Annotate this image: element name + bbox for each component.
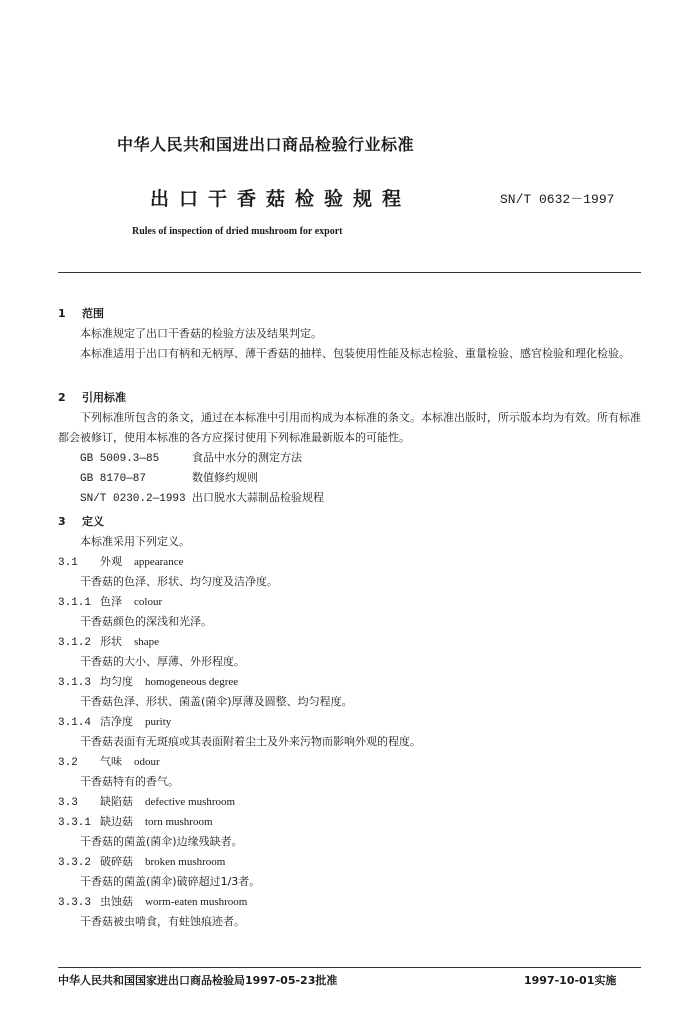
- definition-description: 干香菇的色泽、形状、均匀度及洁净度。: [80, 575, 278, 588]
- organization-title: 中华人民共和国进出口商品检验行业标准: [117, 135, 415, 154]
- definition-term: [58, 592, 648, 612]
- definition-term: [58, 712, 648, 732]
- definition-term-zh: 破碎菇: [100, 855, 133, 868]
- reference-title: 出口脱水大蒜制品检验规程: [192, 491, 324, 504]
- definition-term: [58, 672, 648, 692]
- document-title: 出口干香菇检验规程: [150, 188, 412, 210]
- definition-term: [58, 892, 648, 912]
- definition-term-zh: 缺陷菇: [100, 795, 133, 808]
- section-title: 范围: [82, 307, 104, 320]
- definition-description: 干香菇特有的香气。: [80, 775, 179, 788]
- effective-date: 1997-10-01实施: [524, 974, 617, 987]
- section-heading: [58, 388, 648, 408]
- definition-term-en: appearance: [134, 556, 184, 568]
- definition-term-zh: 形状: [100, 635, 122, 648]
- definition-term-en: defective mushroom: [145, 796, 236, 808]
- section-heading: [58, 512, 648, 532]
- definition-term-zh: 外观: [100, 555, 122, 568]
- definition-term-en: torn mushroom: [145, 816, 213, 828]
- definition-term-zh: 均匀度: [100, 675, 133, 688]
- definition-term-en: shape: [134, 636, 160, 648]
- reference-title: 食品中水分的测定方法: [192, 451, 302, 464]
- paragraph: 本标准采用下列定义。: [80, 535, 190, 548]
- definition-term-en: homogeneous degree: [145, 676, 239, 688]
- footer-divider: [58, 967, 641, 968]
- paragraph: 下列标准所包含的条文，通过在本标准中引用而构成为本标准的条文。本标准出版时，所示版本均为有效。所有标准都会被修订，使用本标准的各方应探讨使用下列标准最新版本的可能性。: [58, 411, 641, 444]
- reference-item: [58, 448, 648, 468]
- definition-term-zh: 色泽: [100, 595, 122, 608]
- definition-term-en: worm-eaten mushroom: [145, 896, 248, 908]
- section-number: 2: [58, 391, 66, 404]
- definition-description: 干香菇被虫啃食，有蛀蚀痕迹者。: [80, 915, 245, 928]
- definition-number: 3.3.3: [58, 897, 92, 909]
- paragraph: 本标准规定了出口干香菇的检验方法及结果判定。: [80, 327, 322, 340]
- section-title: 引用标准: [82, 391, 126, 404]
- document-body: [58, 300, 648, 932]
- definition-term: [58, 752, 648, 772]
- section-references: [58, 388, 648, 508]
- definition-number: 3.1: [58, 557, 78, 569]
- definition-term: [58, 812, 648, 832]
- section-scope: [58, 304, 648, 384]
- reference-item: [58, 468, 648, 488]
- reference-code: GB 5009.3—85: [80, 453, 160, 465]
- section-title: 定义: [82, 515, 104, 528]
- definition-description: 干香菇的菌盖(菌伞)破碎超过1/3者。: [80, 875, 261, 888]
- definition-description: 干香菇颜色的深浅和光泽。: [80, 615, 212, 628]
- definition-term-en: purity: [145, 716, 172, 728]
- section-definitions: [58, 512, 648, 932]
- reference-code: SN/T 0230.2—1993: [80, 493, 186, 505]
- paragraph: 本标准适用于出口有柄和无柄厚、薄干香菇的抽样、包装使用性能及标志检验、重量检验、感官检验和理化检验。: [80, 347, 630, 360]
- header-divider: [58, 272, 641, 273]
- reference-item: [58, 488, 648, 508]
- definition-number: 3.3.2: [58, 857, 92, 869]
- definition-term-en: odour: [134, 756, 160, 768]
- definition-description: 干香菇的菌盖(菌伞)边缘残缺者。: [80, 835, 243, 848]
- definition-term: [58, 852, 648, 872]
- definition-number: 3.3.1: [58, 817, 92, 829]
- definition-term-zh: 缺边菇: [100, 815, 133, 828]
- definition-term-en: broken mushroom: [145, 856, 226, 868]
- english-subtitle: Rules of inspection of dried mushroom for export: [132, 226, 343, 237]
- definition-description: 干香菇表面有无斑痕或其表面附着尘土及外来污物而影响外观的程度。: [80, 735, 421, 748]
- definition-term: [58, 792, 648, 812]
- standard-code: SN/T 0632－1997: [500, 192, 615, 207]
- section-number: 3: [58, 515, 66, 528]
- definition-term-zh: 气味: [100, 755, 122, 768]
- definition-term-zh: 洁净度: [100, 715, 133, 728]
- section-heading: [58, 304, 648, 324]
- definition-list: [58, 552, 648, 932]
- definition-term: [58, 552, 648, 572]
- approval-info: 中华人民共和国国家进出口商品检验局1997-05-23批准: [58, 974, 338, 987]
- section-number: 1: [58, 307, 66, 320]
- definition-number: 3.1.1: [58, 597, 92, 609]
- reference-code: GB 8170—87: [80, 473, 147, 485]
- definition-number: 3.3: [58, 797, 78, 809]
- definition-term-zh: 虫蚀菇: [100, 895, 133, 908]
- definition-description: 干香菇色泽、形状、菌盖(菌伞)厚薄及圆整、均匀程度。: [80, 695, 353, 708]
- definition-description: 干香菇的大小、厚薄、外形程度。: [80, 655, 245, 668]
- definition-number: 3.1.4: [58, 717, 92, 729]
- definition-number: 3.1.2: [58, 637, 92, 649]
- definition-term-en: colour: [134, 596, 163, 608]
- definition-number: 3.2: [58, 757, 78, 769]
- definition-term: [58, 632, 648, 652]
- reference-title: 数值修约规则: [192, 471, 258, 484]
- definition-number: 3.1.3: [58, 677, 92, 689]
